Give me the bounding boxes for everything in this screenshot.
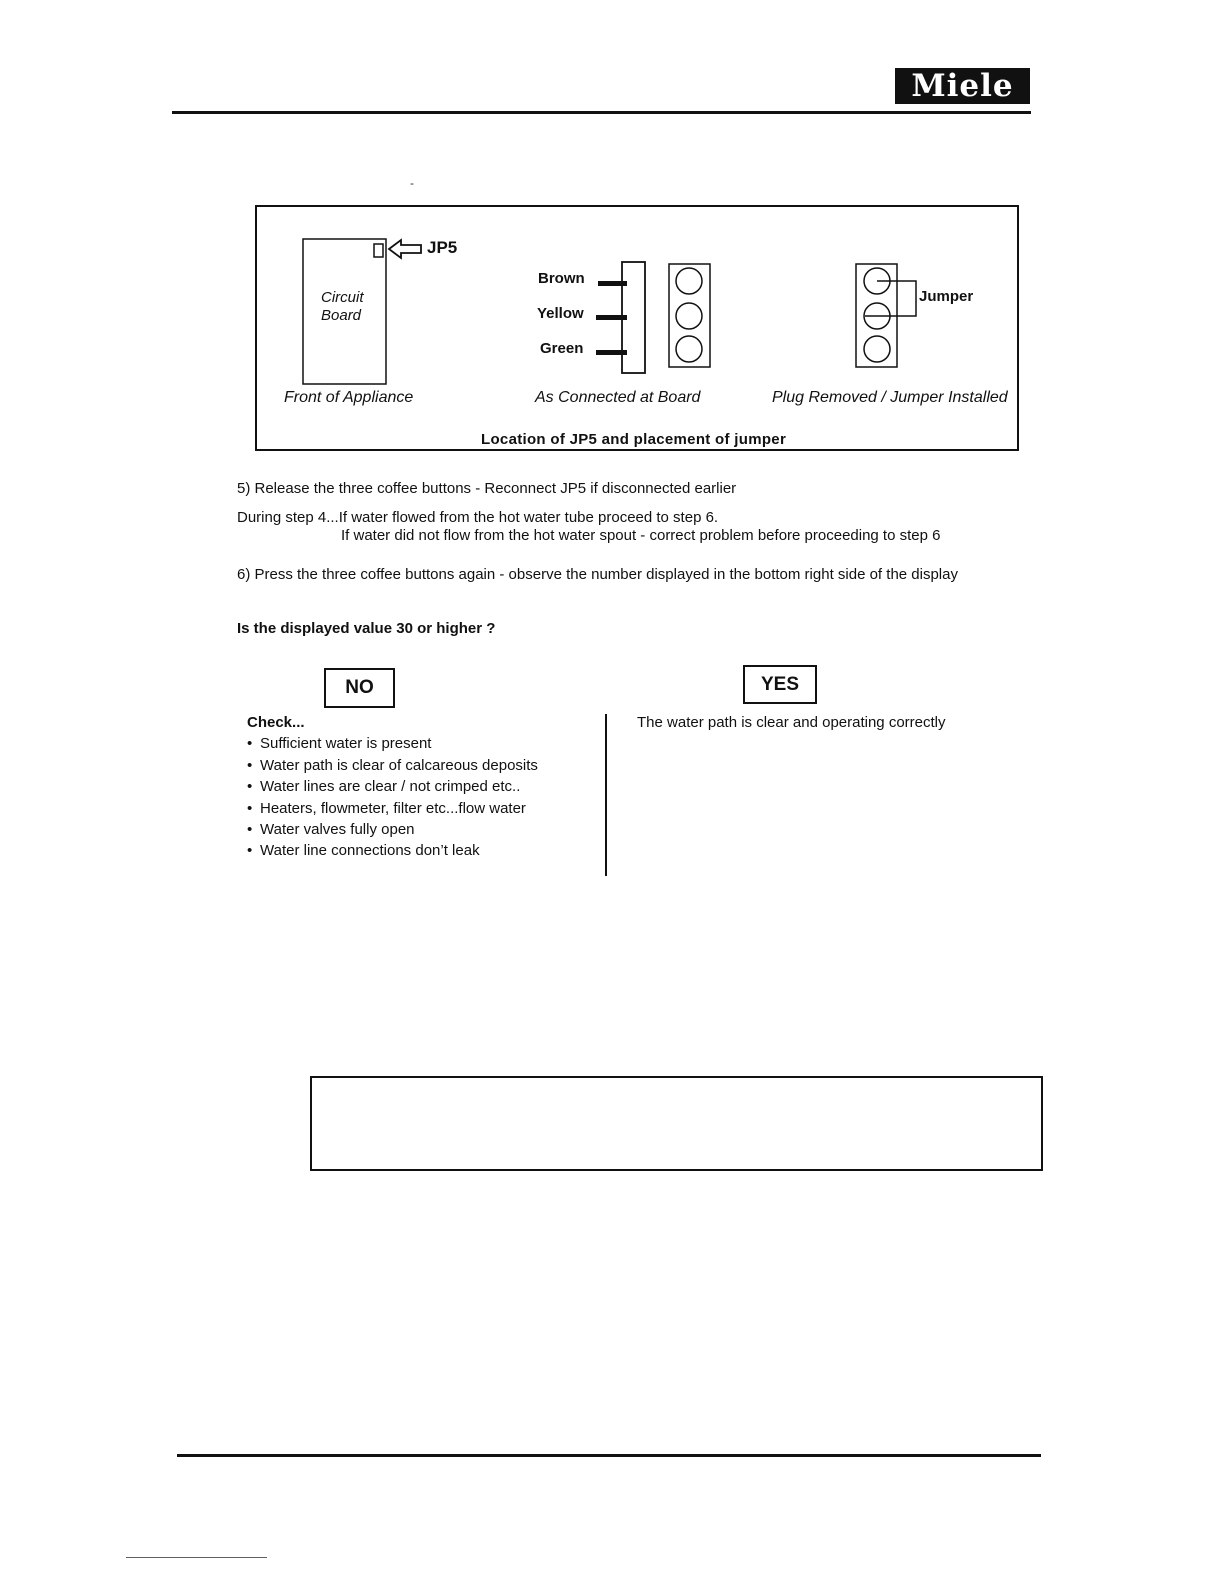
header-pins-shape: [669, 264, 710, 367]
wire-label-yellow: Yellow: [537, 305, 584, 322]
jumper-pin-3-shape: [864, 336, 890, 362]
green-wire-pin: [596, 350, 627, 355]
pin-3-shape: [676, 336, 702, 362]
brown-wire-pin: [598, 281, 627, 286]
yes-box: YES: [743, 665, 817, 704]
list-item: • Water valves fully open: [247, 821, 415, 839]
step-5-text: 5) Release the three coffee buttons - Reconnect JP5 if disconnected earlier: [237, 480, 737, 497]
empty-note-box: [310, 1076, 1043, 1171]
as-connected-caption: As Connected at Board: [535, 389, 701, 406]
wire-label-brown: Brown: [538, 270, 585, 287]
jumper-wire-shape: [865, 281, 916, 316]
step-6-text: 6) Press the three coffee buttons again - observe the number displayed in the bottom right side of the display: [237, 566, 958, 583]
front-of-appliance-caption: Front of Appliance: [284, 389, 414, 406]
circuit-board-label-line2: Board: [321, 307, 362, 324]
no-box: NO: [324, 668, 395, 708]
jumper-label: Jumper: [919, 288, 974, 305]
footer-link-underline[interactable]: [126, 1557, 267, 1558]
header-rule: [172, 111, 1031, 114]
pin-1-shape: [676, 268, 702, 294]
list-item: • Water lines are clear / not crimped etc..: [247, 778, 521, 796]
jp5-connector-shape: [374, 244, 383, 257]
list-item: • Heaters, flowmeter, filter etc...flow water: [247, 799, 526, 817]
question-text: Is the displayed value 30 or higher ?: [237, 620, 496, 637]
miele-logo: Miele: [895, 68, 1030, 104]
jp5-diagram: [255, 205, 1019, 451]
yellow-wire-pin: [596, 315, 627, 320]
during-step-4-line1: During step 4...If water flowed from the hot water tube proceed to step 6.: [237, 509, 719, 526]
arrow-left-icon: [389, 240, 421, 258]
jp5-diagram-graphics: [257, 207, 1021, 453]
pin-2-shape: [676, 303, 702, 329]
check-list: [247, 712, 538, 862]
during-step-4-line2: If water did not flow from the hot water spout - correct problem before proceeding to step 6: [341, 527, 941, 544]
list-item: • Water line connections don’t leak: [247, 842, 480, 860]
list-item: • Sufficient water is present: [247, 735, 432, 753]
jumper-installed-caption: Plug Removed / Jumper Installed: [772, 389, 1008, 406]
branch-divider: [605, 714, 607, 876]
diagram-title: Location of JP5 and placement of jumper: [481, 431, 787, 448]
page-mark: -: [410, 176, 414, 190]
list-item: • Water path is clear of calcareous deposits: [247, 756, 538, 774]
yes-branch-text: The water path is clear and operating correctly: [637, 714, 946, 731]
check-heading: Check...: [247, 714, 305, 731]
footer-rule: [177, 1454, 1041, 1457]
circuit-board-label-line1: Circuit: [321, 289, 364, 306]
wire-label-green: Green: [540, 340, 584, 357]
jp5-label: JP5: [427, 238, 458, 257]
